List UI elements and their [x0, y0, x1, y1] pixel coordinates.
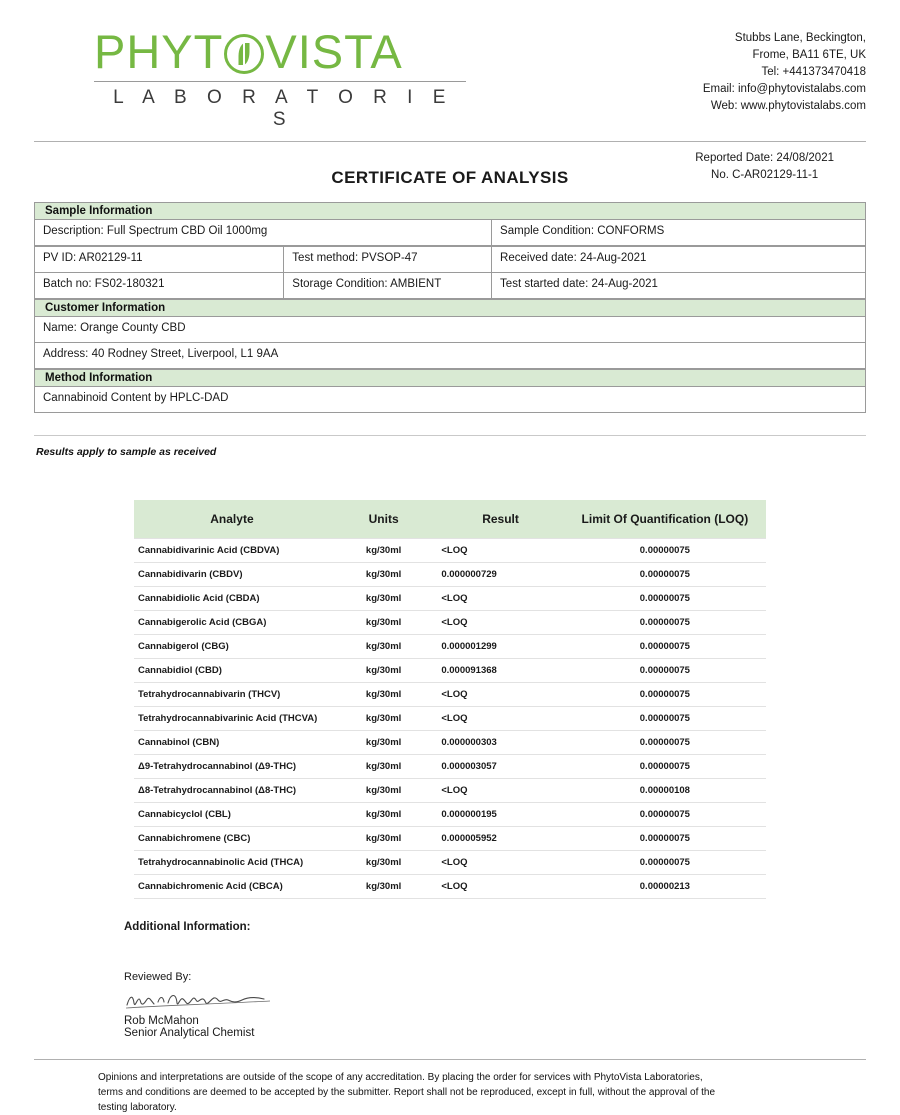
logo-wordmark: [94, 25, 466, 78]
cell-result: <LOQ: [437, 587, 563, 611]
leaf-icon: [224, 34, 264, 74]
cell-analyte: Tetrahydrocannabivarinic Acid (THCVA): [134, 707, 330, 731]
cell-units: kg/30ml: [330, 803, 437, 827]
table-row: [134, 875, 766, 899]
logo-subtitle: L A B O R A T O R I E S: [113, 87, 453, 130]
signoff-block: [34, 971, 866, 1039]
information-section: [34, 202, 866, 413]
cell-units: kg/30ml: [330, 827, 437, 851]
cell-result: <LOQ: [437, 779, 563, 803]
cell-analyte: Cannabidiolic Acid (CBDA): [134, 587, 330, 611]
column-header-result: Result: [437, 500, 563, 539]
cell-analyte: Δ8-Tetrahydrocannabinol (Δ8-THC): [134, 779, 330, 803]
section-divider: [34, 435, 866, 436]
customer-information-band: Customer Information: [34, 299, 866, 316]
contact-website: Web: www.phytovistalabs.com: [710, 100, 866, 112]
cell-result: 0.000001299: [437, 635, 563, 659]
cell-result: 0.000003057: [437, 755, 563, 779]
cell-result: <LOQ: [437, 851, 563, 875]
cell-result: <LOQ: [437, 539, 563, 563]
report-number: No. C-AR02129-11-1: [711, 169, 819, 181]
cell-units: kg/30ml: [330, 587, 437, 611]
cell-units: kg/30ml: [330, 875, 437, 899]
sample-information-band: Sample Information: [34, 202, 866, 219]
cell-analyte: Cannabidivarin (CBDV): [134, 563, 330, 587]
logo-text-part1: PHYT: [94, 25, 224, 78]
table-row: [134, 731, 766, 755]
company-logo: [34, 22, 466, 131]
test-started-date: Test started date: 24-Aug-2021: [492, 273, 866, 299]
document-header: [34, 22, 866, 131]
cell-analyte: Cannabicyclol (CBL): [134, 803, 330, 827]
reviewer-role: Senior Analytical Chemist: [124, 1027, 255, 1039]
cell-loq: 0.00000075: [564, 683, 766, 707]
table-row: [134, 659, 766, 683]
results-section: [134, 500, 766, 899]
cell-analyte: Δ9-Tetrahydrocannabinol (Δ9-THC): [134, 755, 330, 779]
column-header-analyte: Analyte: [134, 500, 330, 539]
cell-loq: 0.00000075: [564, 587, 766, 611]
sample-condition: Sample Condition: CONFORMS: [492, 220, 866, 246]
table-row: [35, 317, 866, 343]
cell-loq: 0.00000075: [564, 731, 766, 755]
results-table: [134, 500, 766, 899]
cell-loq: 0.00000075: [564, 539, 766, 563]
table-row: [134, 683, 766, 707]
cell-loq: 0.00000075: [564, 755, 766, 779]
table-row: [35, 273, 866, 299]
cell-units: kg/30ml: [330, 707, 437, 731]
cell-loq: 0.00000075: [564, 611, 766, 635]
pv-id: PV ID: AR02129-11: [35, 247, 284, 273]
header-divider: [34, 141, 866, 142]
signature-image: [124, 987, 294, 1013]
results-body: [134, 539, 766, 899]
table-row: [134, 779, 766, 803]
cell-result: <LOQ: [437, 707, 563, 731]
contact-email: Email: info@phytovistalabs.com: [702, 83, 866, 95]
cell-result: <LOQ: [437, 611, 563, 635]
reviewed-by-label: Reviewed By:: [124, 971, 192, 983]
cell-result: 0.000000195: [437, 803, 563, 827]
cell-result: <LOQ: [437, 683, 563, 707]
cell-loq: 0.00000075: [564, 803, 766, 827]
cell-loq: 0.00000213: [564, 875, 766, 899]
cell-units: kg/30ml: [330, 851, 437, 875]
cell-loq: 0.00000075: [564, 827, 766, 851]
page-title: CERTIFICATE OF ANALYSIS: [331, 168, 569, 187]
batch-no: Batch no: FS02-180321: [35, 273, 284, 299]
cell-analyte: Cannabigerol (CBG): [134, 635, 330, 659]
cell-units: kg/30ml: [330, 779, 437, 803]
table-row: [134, 539, 766, 563]
cell-loq: 0.00000075: [564, 635, 766, 659]
table-row: [35, 343, 866, 369]
cell-units: kg/30ml: [330, 683, 437, 707]
cell-analyte: Cannabidiol (CBD): [134, 659, 330, 683]
table-row: [134, 827, 766, 851]
signature-icon: [124, 987, 294, 1013]
table-row: [134, 635, 766, 659]
cell-analyte: Cannabinol (CBN): [134, 731, 330, 755]
results-note: Results apply to sample as received: [36, 446, 217, 458]
table-row: [134, 755, 766, 779]
table-row: [134, 587, 766, 611]
disclaimer-text: Opinions and interpretations are outside of the scope of any accreditation. By placing the order for services with PhytoVista Laboratories, terms and conditions are deemed to be accepted by the submitter. Report shall not be reproduced, except in full, without the approval of the testing laboratory.: [98, 1072, 716, 1113]
cell-result: 0.000091368: [437, 659, 563, 683]
sample-description: Description: Full Spectrum CBD Oil 1000mg: [35, 220, 492, 246]
method-description: Cannabinoid Content by HPLC-DAD: [35, 387, 866, 413]
test-method: Test method: PVSOP-47: [284, 247, 492, 273]
table-row: [134, 563, 766, 587]
table-row: [134, 707, 766, 731]
footer-divider: [34, 1059, 866, 1060]
report-meta: [695, 150, 866, 184]
table-row: [134, 803, 766, 827]
cell-result: 0.000000729: [437, 563, 563, 587]
reported-date: Reported Date: 24/08/2021: [695, 152, 834, 164]
cell-units: kg/30ml: [330, 563, 437, 587]
sample-details-table: [34, 246, 866, 299]
customer-address: Address: 40 Rodney Street, Liverpool, L1 9AA: [35, 343, 866, 369]
cell-loq: 0.00000075: [564, 707, 766, 731]
table-row: [35, 387, 866, 413]
results-header-row: [134, 500, 766, 539]
cell-analyte: Cannabichromene (CBC): [134, 827, 330, 851]
cell-analyte: Cannabigerolic Acid (CBGA): [134, 611, 330, 635]
additional-information-label: Additional Information:: [124, 921, 251, 933]
contact-phone: Tel: +441373470418: [761, 66, 866, 78]
cell-loq: 0.00000075: [564, 851, 766, 875]
cell-analyte: Tetrahydrocannabivarin (THCV): [134, 683, 330, 707]
customer-name: Name: Orange County CBD: [35, 317, 866, 343]
table-row: [35, 247, 866, 273]
cell-loq: 0.00000108: [564, 779, 766, 803]
logo-divider: [94, 81, 466, 82]
cell-units: kg/30ml: [330, 731, 437, 755]
customer-information-table: [34, 316, 866, 369]
cell-result: 0.000005952: [437, 827, 563, 851]
method-information-band: Method Information: [34, 369, 866, 386]
table-row: [134, 611, 766, 635]
column-header-loq: Limit Of Quantification (LOQ): [564, 500, 766, 539]
title-row: [34, 150, 866, 194]
cell-units: kg/30ml: [330, 755, 437, 779]
reviewer-name: Rob McMahon: [124, 1015, 199, 1027]
contact-block: [636, 22, 866, 115]
method-information-table: [34, 386, 866, 413]
cell-units: kg/30ml: [330, 539, 437, 563]
table-row: [134, 851, 766, 875]
cell-analyte: Cannabidivarinic Acid (CBDVA): [134, 539, 330, 563]
cell-loq: 0.00000075: [564, 659, 766, 683]
cell-loq: 0.00000075: [564, 563, 766, 587]
cell-result: <LOQ: [437, 875, 563, 899]
logo-text-part2: VISTA: [265, 25, 403, 78]
cell-result: 0.000000303: [437, 731, 563, 755]
sample-information-table: [34, 219, 866, 246]
contact-address-line2: Frome, BA11 6TE, UK: [752, 49, 866, 61]
contact-address-line1: Stubbs Lane, Beckington,: [734, 32, 866, 44]
storage-condition: Storage Condition: AMBIENT: [284, 273, 492, 299]
cell-units: kg/30ml: [330, 659, 437, 683]
received-date: Received date: 24-Aug-2021: [492, 247, 866, 273]
cell-analyte: Cannabichromenic Acid (CBCA): [134, 875, 330, 899]
table-row: [35, 220, 866, 246]
column-header-units: Units: [330, 500, 437, 539]
cell-units: kg/30ml: [330, 635, 437, 659]
cell-analyte: Tetrahydrocannabinolic Acid (THCA): [134, 851, 330, 875]
cell-units: kg/30ml: [330, 611, 437, 635]
